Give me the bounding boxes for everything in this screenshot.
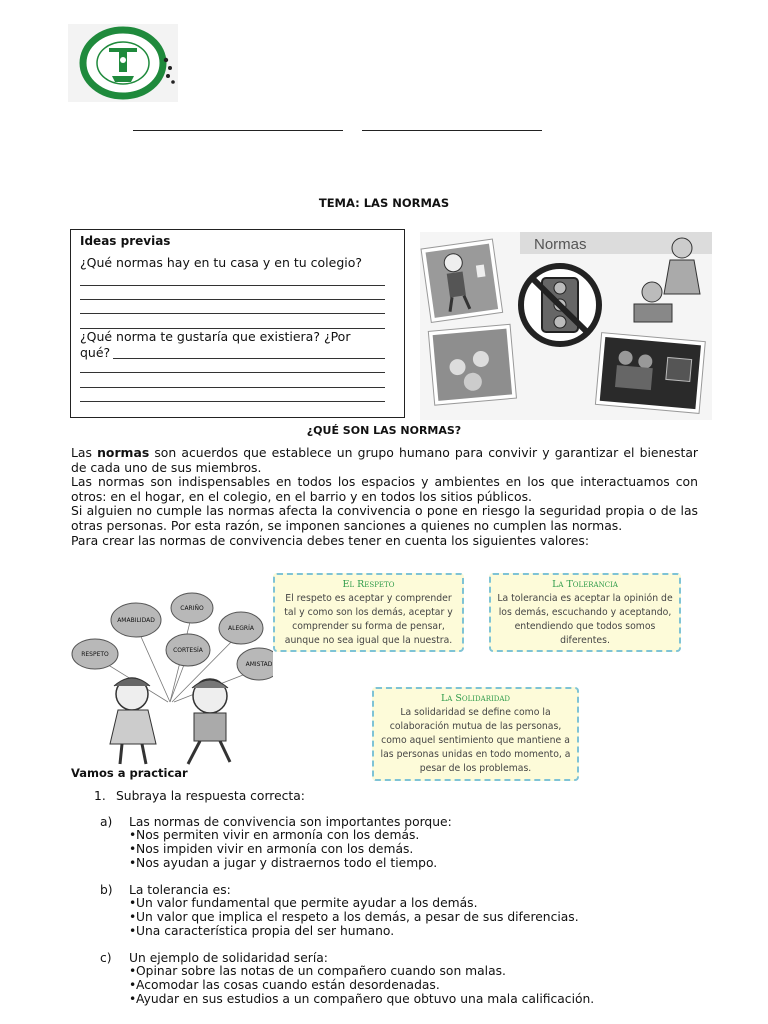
- bullet: •: [129, 828, 137, 842]
- balloon-label: CORTESÍA: [173, 647, 203, 654]
- answer-line[interactable]: [80, 372, 385, 373]
- answer-option[interactable]: [129, 979, 440, 993]
- card-title: La Tolerancia: [552, 579, 618, 590]
- balloon-label: RESPETO: [81, 651, 109, 658]
- card-respeto: [273, 573, 464, 652]
- answer-option[interactable]: [129, 829, 419, 843]
- option-text: Un valor fundamental que permite ayudar a los demás.: [136, 896, 478, 910]
- balloon-label: AMISTAD: [245, 661, 273, 668]
- bullet: •: [129, 924, 137, 938]
- card-text: La tolerancia es aceptar la opinión de los demás, escuchando y aceptando, entendiendo que todos somos diferentes.: [497, 593, 673, 646]
- paragraph-1: [71, 446, 698, 475]
- card-title: El Respeto: [342, 579, 395, 590]
- ideas-previas-box: [70, 229, 405, 418]
- card-title: La Solidaridad: [440, 693, 511, 704]
- answer-option[interactable]: [129, 925, 394, 939]
- bullet: •: [129, 842, 137, 856]
- ideas-heading: Ideas previas: [80, 234, 171, 248]
- balloon-label: ALEGRÍA: [228, 625, 254, 632]
- name-line-2: [362, 130, 542, 131]
- kids-balloons-illustration: [70, 584, 273, 770]
- bullet: •: [129, 992, 137, 1006]
- question-text: La tolerancia es:: [129, 883, 231, 897]
- answer-option[interactable]: [129, 993, 594, 1007]
- card-text: El respeto es aceptar y comprender tal y como son los demás, aceptar y comprender su forma de pensar, aunque no sea igual que la nuestra.: [284, 593, 453, 646]
- answer-option[interactable]: [129, 965, 506, 979]
- answer-line[interactable]: [80, 387, 385, 388]
- answer-line[interactable]: [80, 299, 385, 300]
- answer-option[interactable]: [129, 897, 478, 911]
- bullet: •: [129, 964, 137, 978]
- answer-line[interactable]: [80, 285, 385, 286]
- option-text: Ayudar en sus estudios a un compañero que obtuvo una mala calificación.: [136, 992, 595, 1006]
- answer-option[interactable]: [129, 857, 437, 871]
- question-label: b): [100, 883, 113, 897]
- p1-bold-word: normas: [97, 445, 150, 460]
- bullet: •: [129, 978, 137, 992]
- option-text: Opinar sobre las notas de un compañero cuando son malas.: [136, 964, 506, 978]
- bullet: •: [129, 856, 137, 870]
- question-label: a): [100, 815, 113, 829]
- answer-line[interactable]: [80, 401, 385, 402]
- balloon-label: CARIÑO: [180, 605, 204, 612]
- practice-title: Vamos a practicar: [71, 766, 188, 780]
- school-logo: [68, 24, 178, 102]
- body-text: [71, 446, 698, 548]
- ideas-question-2a: ¿Qué norma te gustaría que existiera? ¿Por: [80, 329, 351, 344]
- bullet: •: [129, 910, 137, 924]
- instruction-number: 1.: [94, 789, 106, 803]
- card-tolerancia: [489, 573, 681, 652]
- page-title: TEMA: LAS NORMAS: [318, 196, 450, 210]
- answer-line[interactable]: [113, 358, 385, 359]
- answer-option[interactable]: [129, 843, 413, 857]
- ideas-question-1: ¿Qué normas hay en tu casa y en tu colegio?: [80, 255, 363, 270]
- paragraph-4: Para crear las normas de convivencia debes tener en cuenta los siguientes valores:: [71, 532, 590, 548]
- section-subtitle: ¿QUÉ SON LAS NORMAS?: [306, 424, 462, 437]
- answer-option[interactable]: [129, 911, 579, 925]
- ideas-question-2b: qué?: [80, 345, 111, 360]
- option-text: Nos permiten vivir en armonía con los demás.: [136, 828, 420, 842]
- answer-line[interactable]: [80, 313, 385, 314]
- p1-end: son acuerdos que establece un grupo humano para convivir y garantizar el bienestar de cada uno de sus miembros.: [71, 445, 699, 475]
- option-text: Nos ayudan a jugar y distraernos todo el tiempo.: [136, 856, 438, 870]
- option-text: Una característica propia del ser humano.: [136, 924, 395, 938]
- card-solidaridad: [372, 687, 579, 781]
- paragraph-2: Las normas son indispensables en todos los espacios y ambientes en los que interactuamos con otros: en el hogar, en el colegio, en el barrio y en todos los sitios públicos.: [71, 474, 698, 504]
- p1-start: Las: [71, 445, 98, 460]
- question-text: Un ejemplo de solidaridad sería:: [129, 951, 328, 965]
- question-text: Las normas de convivencia son importantes porque:: [129, 815, 452, 829]
- option-text: Nos impiden vivir en armonía con los demás.: [136, 842, 414, 856]
- option-text: Un valor que implica el respeto a los demás, a pesar de sus diferencias.: [136, 910, 579, 924]
- card-text: La solidaridad se define como la colaboración mutua de las personas, como aquel sentimiento que mantiene a las personas unidas en todo momento, a pesar de los problemas.: [380, 707, 571, 774]
- normas-label: Normas: [534, 236, 587, 253]
- balloon-label: AMABILIDAD: [117, 617, 155, 624]
- normas-illustration: [420, 232, 712, 420]
- question-label: c): [100, 951, 112, 965]
- bullet: •: [129, 896, 137, 910]
- name-line-1: [133, 130, 343, 131]
- option-text: Acomodar las cosas cuando están desordenadas.: [136, 978, 440, 992]
- instruction-text: Subraya la respuesta correcta:: [116, 789, 305, 803]
- paragraph-3: Si alguien no cumple las normas afecta la convivencia o pone en riesgo la seguridad propia o de las otras personas. Por esta razón, se imponen sanciones a quienes no cumplen las normas.: [71, 503, 698, 533]
